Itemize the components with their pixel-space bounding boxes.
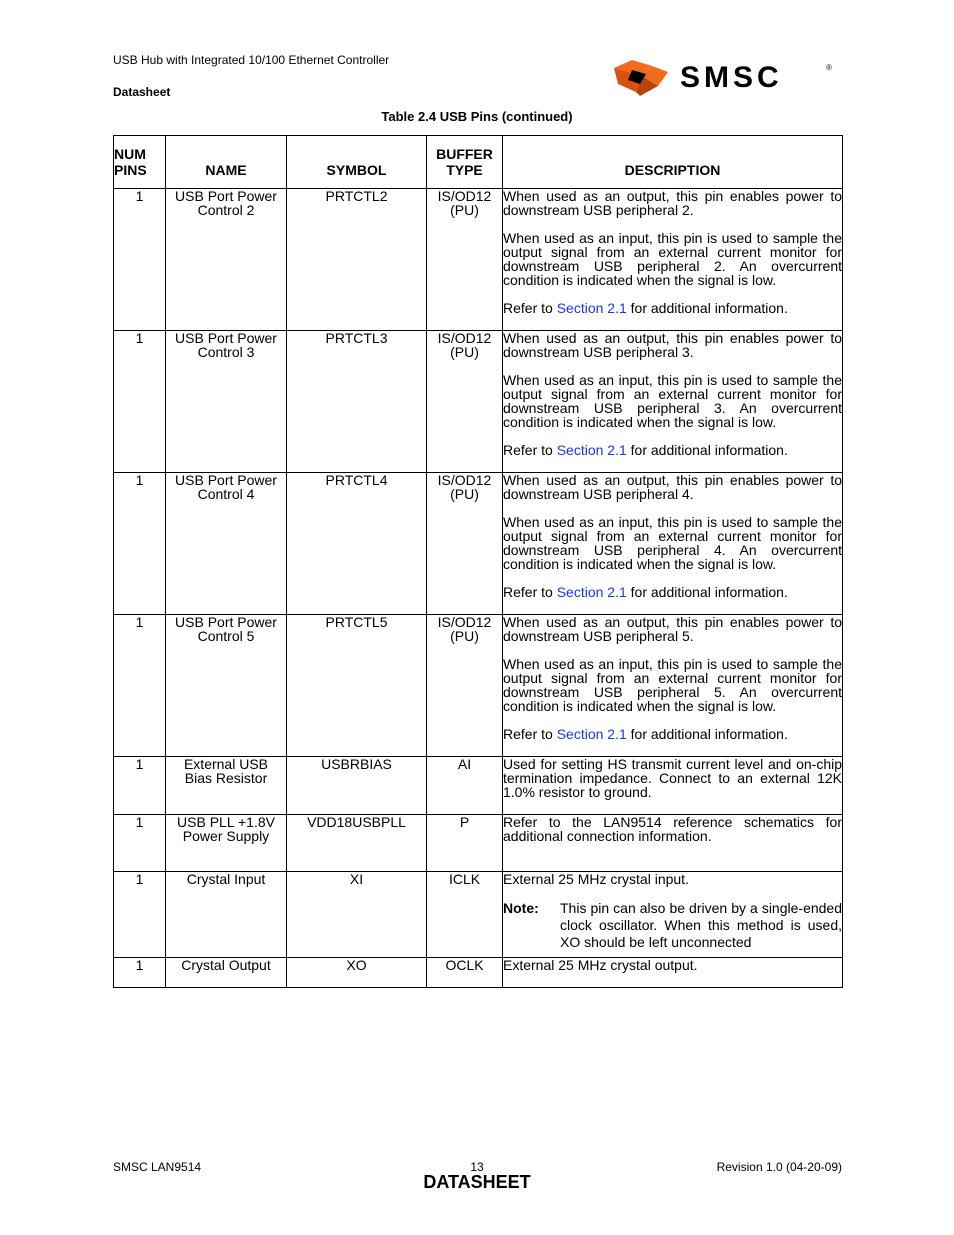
pin-name-cell: Crystal Input bbox=[166, 872, 287, 958]
num-pins-cell: 1 bbox=[114, 615, 166, 757]
document-title: USB Hub with Integrated 10/100 Ethernet Controller bbox=[113, 53, 390, 67]
symbol-cell: USBRBIAS bbox=[287, 757, 427, 815]
buffer-type-cell: OCLK bbox=[427, 958, 503, 988]
description-cell: When used as an output, this pin enables power to downstream USB peripheral 3. When used as an input, this pin is used to sample the output signal from an external current monitor for downstream USB peripheral 3. An overcurrent condition is indicated when the signal is low. Refer to Section 2.1 for additional information. bbox=[503, 331, 843, 473]
logo-wordmark: SMSC bbox=[680, 61, 783, 94]
description-cell: External 25 MHz crystal input. Note: This pin can also be driven by a single-ended clock oscillator. When this method is used, XO should be left unconnected bbox=[503, 872, 843, 958]
buffer-type-cell: IS/OD12 (PU) bbox=[427, 615, 503, 757]
page-number: 13 bbox=[470, 1160, 484, 1174]
buffer-type-cell: ICLK bbox=[427, 872, 503, 958]
num-pins-cell: 1 bbox=[114, 757, 166, 815]
section-link[interactable]: Section 2.1 bbox=[556, 300, 627, 316]
section-link[interactable]: Section 2.1 bbox=[556, 726, 627, 742]
section-link[interactable]: Section 2.1 bbox=[556, 442, 627, 458]
table-header-row bbox=[114, 136, 843, 189]
table-row bbox=[114, 958, 843, 988]
note-block bbox=[503, 900, 842, 951]
pin-name-cell: USB Port Power Control 4 bbox=[166, 473, 287, 615]
pin-name-cell: USB PLL +1.8V Power Supply bbox=[166, 815, 287, 872]
num-pins-cell: 1 bbox=[114, 473, 166, 615]
description-cell: External 25 MHz crystal output. bbox=[503, 958, 843, 988]
registered-mark: ® bbox=[826, 63, 832, 72]
note-text: This pin can also be driven by a single-ended clock oscillator. When this method is used, XO should be left unconnected bbox=[560, 900, 842, 950]
description-cell: Used for setting HS transmit current level and on-chip termination impedance. Connect to an external 12K 1.0% resistor to ground. bbox=[503, 757, 843, 815]
pin-name-cell: USB Port Power Control 5 bbox=[166, 615, 287, 757]
col-header-symbol: SYMBOL bbox=[287, 136, 427, 189]
symbol-cell: PRTCTL4 bbox=[287, 473, 427, 615]
pin-name-cell: Crystal Output bbox=[166, 958, 287, 988]
table-row bbox=[114, 815, 843, 872]
buffer-type-cell: AI bbox=[427, 757, 503, 815]
num-pins-cell: 1 bbox=[114, 872, 166, 958]
buffer-type-cell: IS/OD12 (PU) bbox=[427, 189, 503, 331]
smsc-logo bbox=[612, 56, 842, 98]
table-row bbox=[114, 473, 843, 615]
note-label: Note: bbox=[503, 900, 539, 916]
usb-pins-table bbox=[113, 135, 843, 988]
symbol-cell: PRTCTL5 bbox=[287, 615, 427, 757]
table-caption: Table 2.4 USB Pins (continued) bbox=[381, 109, 573, 124]
description-cell: Refer to the LAN9514 reference schematics for additional connection information. bbox=[503, 815, 843, 872]
description-cell: When used as an output, this pin enables power to downstream USB peripheral 5. When used as an input, this pin is used to sample the output signal from an external current monitor for downstream USB peripheral 5. An overcurrent condition is indicated when the signal is low. Refer to Section 2.1 for additional information. bbox=[503, 615, 843, 757]
buffer-type-cell: IS/OD12 (PU) bbox=[427, 473, 503, 615]
symbol-cell: PRTCTL2 bbox=[287, 189, 427, 331]
table-row bbox=[114, 189, 843, 331]
num-pins-cell: 1 bbox=[114, 331, 166, 473]
description-cell: When used as an output, this pin enables power to downstream USB peripheral 4. When used as an input, this pin is used to sample the output signal from an external current monitor for downstream USB peripheral 4. An overcurrent condition is indicated when the signal is low. Refer to Section 2.1 for additional information. bbox=[503, 473, 843, 615]
footer-revision: Revision 1.0 (04-20-09) bbox=[716, 1160, 842, 1174]
symbol-cell: PRTCTL3 bbox=[287, 331, 427, 473]
buffer-type-cell: P bbox=[427, 815, 503, 872]
symbol-cell: XO bbox=[287, 958, 427, 988]
footer-product: SMSC LAN9514 bbox=[113, 1160, 202, 1174]
pin-name-cell: External USB Bias Resistor bbox=[166, 757, 287, 815]
col-header-buffer-type: BUFFER TYPE bbox=[427, 136, 503, 189]
section-link[interactable]: Section 2.1 bbox=[556, 584, 627, 600]
num-pins-cell: 1 bbox=[114, 815, 166, 872]
document-subtitle: Datasheet bbox=[113, 85, 171, 99]
footer-datasheet-label: DATASHEET bbox=[423, 1172, 531, 1192]
pin-name-cell: USB Port Power Control 3 bbox=[166, 331, 287, 473]
table-row bbox=[114, 331, 843, 473]
description-cell: When used as an output, this pin enables power to downstream USB peripheral 2. When used as an input, this pin is used to sample the output signal from an external current monitor for downstream USB peripheral 2. An overcurrent condition is indicated when the signal is low. Refer to Section 2.1 for additional information. bbox=[503, 189, 843, 331]
table-row bbox=[114, 615, 843, 757]
col-header-name: NAME bbox=[166, 136, 287, 189]
num-pins-cell: 1 bbox=[114, 189, 166, 331]
symbol-cell: VDD18USBPLL bbox=[287, 815, 427, 872]
col-header-num-pins: NUM PINS bbox=[114, 136, 166, 189]
logo-mark-icon bbox=[614, 60, 668, 96]
table-row bbox=[114, 872, 843, 958]
table-row bbox=[114, 757, 843, 815]
buffer-type-cell: IS/OD12 (PU) bbox=[427, 331, 503, 473]
col-header-description: DESCRIPTION bbox=[503, 136, 843, 189]
num-pins-cell: 1 bbox=[114, 958, 166, 988]
pin-name-cell: USB Port Power Control 2 bbox=[166, 189, 287, 331]
symbol-cell: XI bbox=[287, 872, 427, 958]
